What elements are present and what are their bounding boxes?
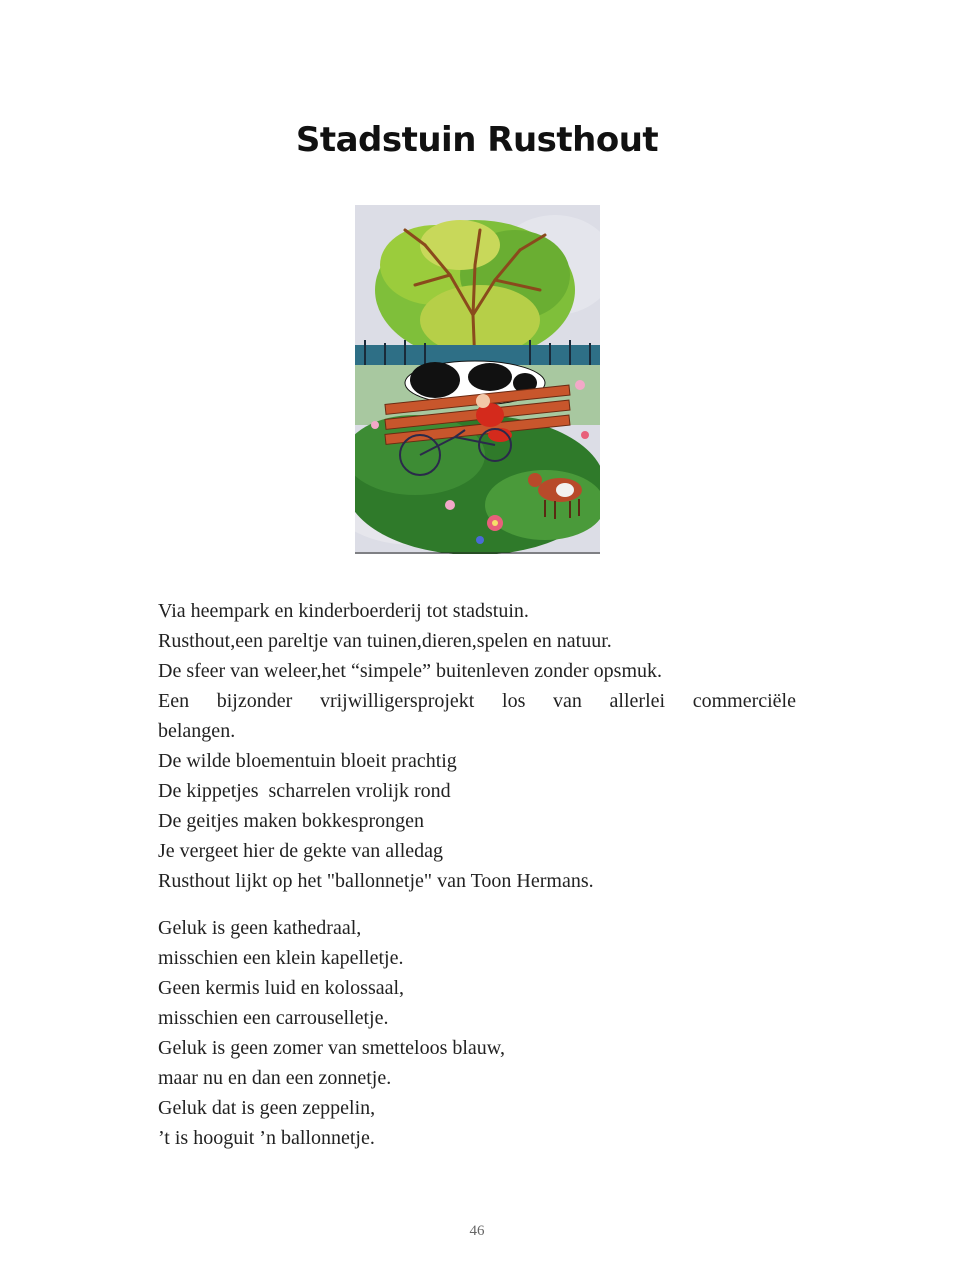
text-line: Rusthout lijkt op het "ballonnetje" van Toon Hermans.	[158, 870, 594, 892]
poem-line: Geluk is geen zomer van smetteloos blauw,	[158, 1037, 505, 1059]
text-line: De sfeer van weleer,het “simpele” buitenleven zonder opsmuk.	[158, 660, 662, 682]
text-line: Een bijzonder vrijwilligersprojekt los van allerlei commerciële	[158, 690, 796, 712]
page-number: 46	[469, 1223, 485, 1239]
poem-line: Geluk is geen kathedraal,	[158, 917, 362, 939]
poem-line: ’t is hooguit ’n ballonnetje.	[158, 1127, 375, 1149]
text-line: Rusthout,een pareltje van tuinen,dieren,spelen en natuur.	[158, 630, 612, 652]
text-line: De kippetjes scharrelen vrolijk rond	[158, 780, 451, 802]
text-line: De geitjes maken bokkesprongen	[158, 810, 425, 832]
text-line: Via heempark en kinderboerderij tot stadstuin.	[158, 600, 529, 622]
poem-line: Geluk dat is geen zeppelin,	[158, 1097, 376, 1119]
paragraph-intro	[158, 596, 796, 896]
poem-line: misschien een carrouselletje.	[158, 1007, 389, 1029]
text-line: Je vergeet hier de gekte van alledag	[158, 840, 444, 862]
poem-line: misschien een klein kapelletje.	[158, 947, 404, 969]
page-title: Stadstuin Rusthout	[295, 120, 659, 160]
text-line: belangen.	[158, 720, 236, 742]
poem-line: maar nu en dan een zonnetje.	[158, 1067, 392, 1089]
watercolor-illustration	[355, 205, 600, 554]
poem-line: Geen kermis luid en kolossaal,	[158, 977, 405, 999]
poem-stanza	[158, 913, 796, 1153]
text-line: De wilde bloementuin bloeit prachtig	[158, 750, 457, 772]
